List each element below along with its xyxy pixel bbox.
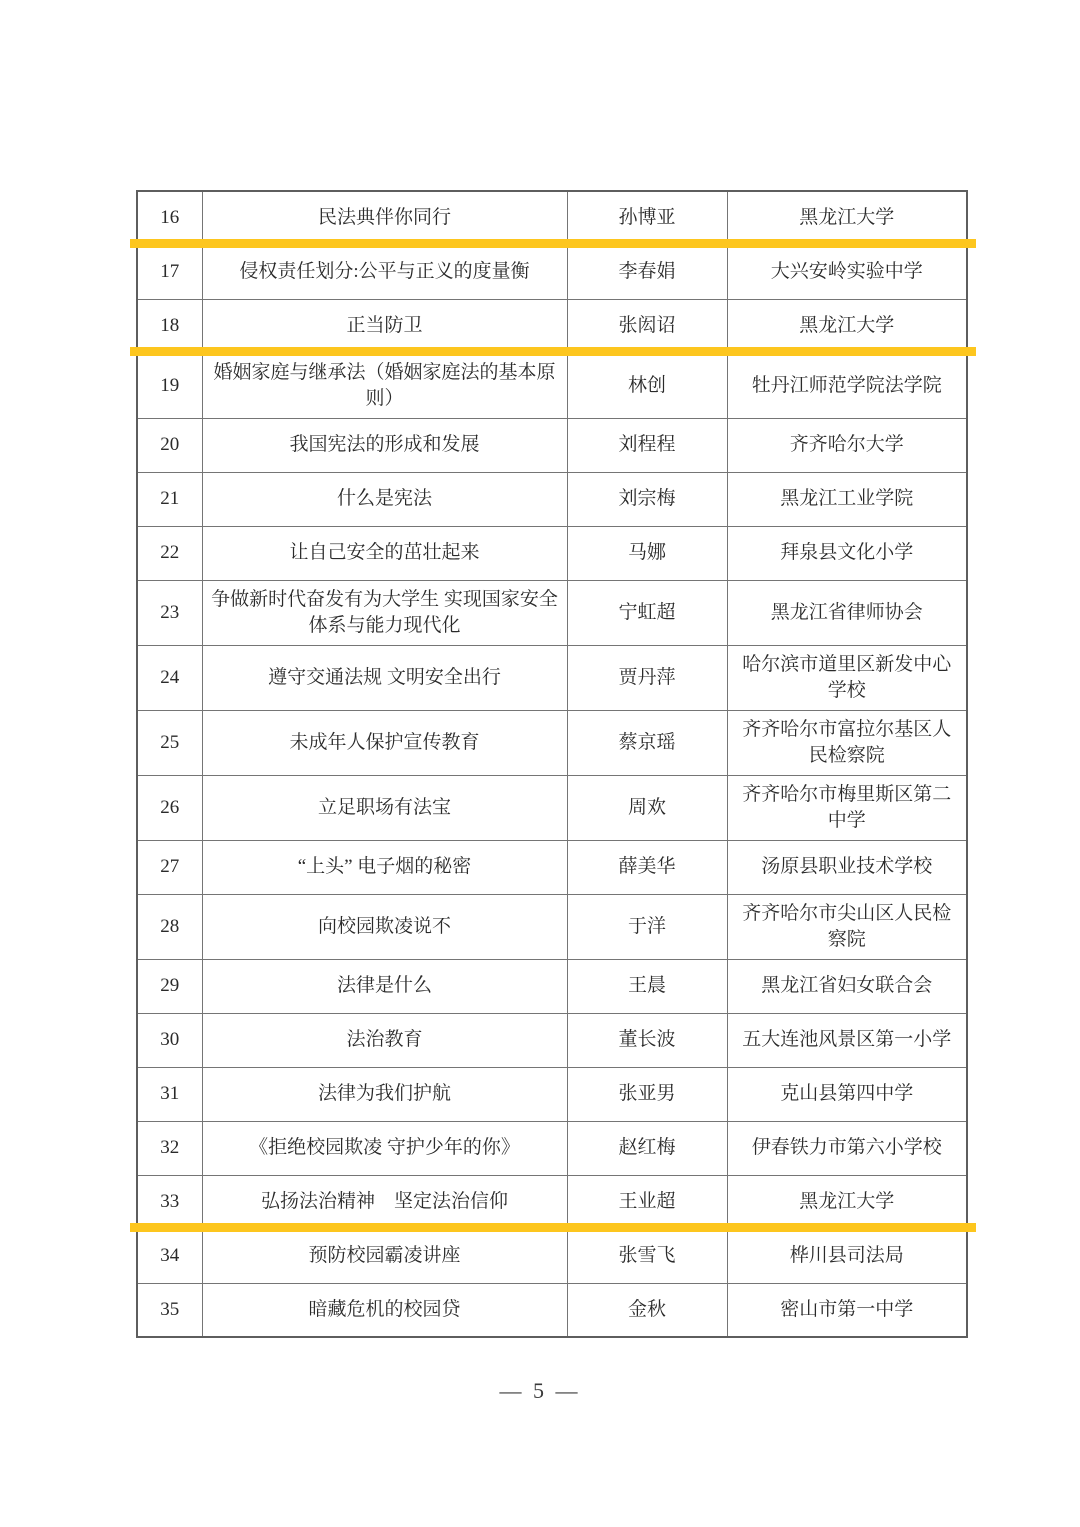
institution-cell: 齐齐哈尔市尖山区人民检察院	[727, 894, 967, 959]
table-row	[137, 580, 967, 645]
institution-cell: 齐齐哈尔市富拉尔基区人民检察院	[727, 710, 967, 775]
title-cell: 法律为我们护航	[202, 1067, 567, 1121]
table-row	[137, 418, 967, 472]
title-cell: 立足职场有法宝	[202, 775, 567, 840]
row-number-cell: 27	[137, 840, 202, 894]
highlight-bar	[130, 239, 976, 248]
title-cell: 向校园欺凌说不	[202, 894, 567, 959]
presenter-cell: 刘宗梅	[567, 472, 727, 526]
institution-cell: 汤原县职业技术学校	[727, 840, 967, 894]
title-cell: 民法典伴你同行	[202, 191, 567, 245]
institution-cell: 哈尔滨市道里区新发中心学校	[727, 645, 967, 710]
title-cell: 让自己安全的茁壮起来	[202, 526, 567, 580]
table-row	[137, 894, 967, 959]
presenter-cell: 林创	[567, 353, 727, 418]
presenter-cell: 蔡京瑶	[567, 710, 727, 775]
presenter-cell: 于洋	[567, 894, 727, 959]
highlight-bar	[130, 1223, 976, 1232]
institution-cell: 黑龙江省律师协会	[727, 580, 967, 645]
row-number-cell: 19	[137, 353, 202, 418]
table-row	[137, 1283, 967, 1337]
title-cell: 预防校园霸凌讲座	[202, 1229, 567, 1283]
row-number-cell: 18	[137, 299, 202, 353]
institution-cell: 密山市第一中学	[727, 1283, 967, 1337]
row-number-cell: 32	[137, 1121, 202, 1175]
title-cell: 婚姻家庭与继承法（婚姻家庭法的基本原则）	[202, 353, 567, 418]
presenter-cell: 张雪飞	[567, 1229, 727, 1283]
row-number-cell: 34	[137, 1229, 202, 1283]
presenter-cell: 金秋	[567, 1283, 727, 1337]
title-cell: 我国宪法的形成和发展	[202, 418, 567, 472]
table-row	[137, 645, 967, 710]
table-row	[137, 959, 967, 1013]
row-number-cell: 16	[137, 191, 202, 245]
row-number-cell: 23	[137, 580, 202, 645]
table-row	[137, 299, 967, 353]
table-row	[137, 353, 967, 418]
presenter-cell: 张亚男	[567, 1067, 727, 1121]
institution-cell: 五大连池风景区第一小学	[727, 1013, 967, 1067]
page-number: — 5 —	[499, 1378, 581, 1403]
table-row	[137, 472, 967, 526]
table-row	[137, 710, 967, 775]
institution-cell: 克山县第四中学	[727, 1067, 967, 1121]
table-row	[137, 1121, 967, 1175]
institution-cell: 齐齐哈尔市梅里斯区第二中学	[727, 775, 967, 840]
title-cell: 法治教育	[202, 1013, 567, 1067]
table-row	[137, 1175, 967, 1229]
table-row	[137, 775, 967, 840]
table-row	[137, 1229, 967, 1283]
highlight-bar	[130, 347, 976, 356]
row-number-cell: 31	[137, 1067, 202, 1121]
institution-cell: 桦川县司法局	[727, 1229, 967, 1283]
title-cell: 遵守交通法规 文明安全出行	[202, 645, 567, 710]
institution-cell: 齐齐哈尔大学	[727, 418, 967, 472]
row-number-cell: 17	[137, 245, 202, 299]
presenter-cell: 薛美华	[567, 840, 727, 894]
title-cell: 侵权责任划分:公平与正义的度量衡	[202, 245, 567, 299]
title-cell: 法律是什么	[202, 959, 567, 1013]
institution-cell: 黑龙江省妇女联合会	[727, 959, 967, 1013]
row-number-cell: 26	[137, 775, 202, 840]
institution-cell: 黑龙江工业学院	[727, 472, 967, 526]
award-table	[136, 190, 968, 1338]
title-cell: 未成年人保护宣传教育	[202, 710, 567, 775]
row-number-cell: 30	[137, 1013, 202, 1067]
presenter-cell: 贾丹萍	[567, 645, 727, 710]
title-cell: 什么是宪法	[202, 472, 567, 526]
presenter-cell: 董长波	[567, 1013, 727, 1067]
presenter-cell: 李春娟	[567, 245, 727, 299]
institution-cell: 黑龙江大学	[727, 1175, 967, 1229]
row-number-cell: 25	[137, 710, 202, 775]
title-cell: “上头” 电子烟的秘密	[202, 840, 567, 894]
institution-cell: 黑龙江大学	[727, 191, 967, 245]
presenter-cell: 周欢	[567, 775, 727, 840]
row-number-cell: 33	[137, 1175, 202, 1229]
table-row	[137, 1067, 967, 1121]
table-row	[137, 526, 967, 580]
title-cell: 弘扬法治精神 坚定法治信仰	[202, 1175, 567, 1229]
institution-cell: 黑龙江大学	[727, 299, 967, 353]
table-row	[137, 191, 967, 245]
presenter-cell: 赵红梅	[567, 1121, 727, 1175]
table-row	[137, 245, 967, 299]
row-number-cell: 35	[137, 1283, 202, 1337]
title-cell: 争做新时代奋发有为大学生 实现国家安全体系与能力现代化	[202, 580, 567, 645]
presenter-cell: 王晨	[567, 959, 727, 1013]
presenter-cell: 孙博亚	[567, 191, 727, 245]
row-number-cell: 20	[137, 418, 202, 472]
award-table-body	[137, 191, 967, 1337]
presenter-cell: 宁虹超	[567, 580, 727, 645]
row-number-cell: 28	[137, 894, 202, 959]
presenter-cell: 马娜	[567, 526, 727, 580]
row-number-cell: 22	[137, 526, 202, 580]
table-row	[137, 840, 967, 894]
row-number-cell: 24	[137, 645, 202, 710]
institution-cell: 牡丹江师范学院法学院	[727, 353, 967, 418]
institution-cell: 拜泉县文化小学	[727, 526, 967, 580]
institution-cell: 大兴安岭实验中学	[727, 245, 967, 299]
presenter-cell: 刘程程	[567, 418, 727, 472]
title-cell: 暗藏危机的校园贷	[202, 1283, 567, 1337]
table-row	[137, 1013, 967, 1067]
row-number-cell: 29	[137, 959, 202, 1013]
institution-cell: 伊春铁力市第六小学校	[727, 1121, 967, 1175]
presenter-cell: 张闳诏	[567, 299, 727, 353]
title-cell: 正当防卫	[202, 299, 567, 353]
presenter-cell: 王业超	[567, 1175, 727, 1229]
title-cell: 《拒绝校园欺凌 守护少年的你》	[202, 1121, 567, 1175]
row-number-cell: 21	[137, 472, 202, 526]
